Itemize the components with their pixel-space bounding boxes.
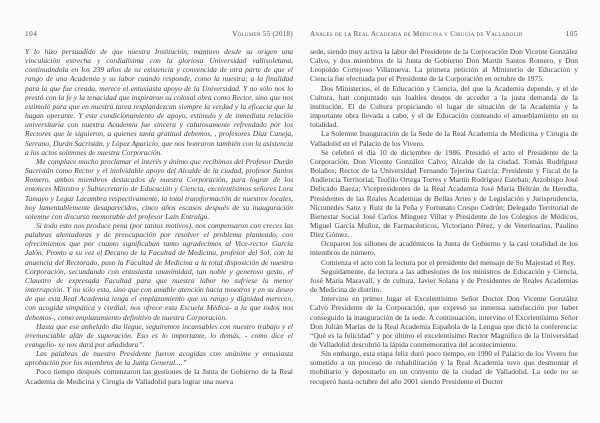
paragraph: Se celebró el día 10 de diciembre de 1986. Presidió el acto el Presidente de la Corporación, Don Vicente González Calvo; Alcalde de la ciudad, Tomás Rodríguez Bolaños; Rector de la Universidad Fernando Tejerina García; Presidente y Fiscal de la Audiencia Territorial, Teófilo Ortega Torres y Martín Rodríguez Esteban; Arzobispo José Delicado Baeza; Vicepresidentes de la Real Academia José María Beltrán de Heredia, Presidentes de las Reales Academias de Bellas Artes y de Legislación y Jurisprudencia, Nicomedes Sanz y Ruiz de la Peña y Fortunato Crespo Cedrún; Delegado Territorial de Bienestar Social José Carlos Mínguez Villar y Presidente de los Colegios de Médicos, Miguel García Muñoz, de Farmacéuticos, Victoriano Pérez, y de Veterinarios, Paulino Díez Gómez. [310, 147, 578, 240]
paragraph: Sin embargo, esta etapa feliz duró poco tiempo, en 1990 el Palacio de los Vivero fue sometido a un proceso de rehabilitación y la Real Academia tuvo que desmontar el mobiliario y depositarlo en un convento de la ciudad de Valladolid. La sede no se recuperó hasta octubre del año 2001 siendo Presidente el Doctor [310, 349, 578, 386]
paragraph: Dos Ministerios, el de Educación y Ciencia, del que la Academia depende, y el de Cultura, han conjuntado sus loables deseos de acceder a la justa demanda de la institución. El de Cultura propiciando el lugar de situación de la Academia y la importante obra llevada a cabo, y el de Educación costeando el amueblamiento en su totalidad. [310, 83, 578, 130]
paragraph: sede, siendo muy activa la labor del Presidente de la Corporación Don Vicente González Calvo, y dos miembros de la Junta de Gobierno Don Martín Santos Romero, y Don Leopoldo Cortejoso Villanueva. La primera petición al Ministerio de Educación y Ciencia fue efectuada por el Presidente de la Corporación en octubre de 1975. [310, 47, 578, 84]
paragraph: Hasta que ese anhelado día llegue, seguiremos incansables con nuestro trabajo y el irrenunciable afán de superación. Eso es lo importante, lo demás, - como dice el evangelio- se nos dará por añadidura”. [25, 321, 293, 349]
paragraph: Si todo esto nos produce pena (por tantos motivos), nos compensaron con creces las palabras alentadoras y de preocupación por resolver el problema planteado, con ofrecimientos que por cuanto significaban tanto agradecimos al Vice-rector García Jalón. Pronto a su vez el Decano de la Facultad de Medicina, profesor del Sol, con la anuencia del Rectorado, puso la Facultad de Medicina a la total disposición de nuestra Corporación, secundando con entusiasta unanimidad, tan noble y generoso gesto, el Claustro de expresada Facultad para que nuestra labor no sufriese la menor interrupción. Y no sólo esto, sino que con amable atención hacia nosotros y en su deseo de que esta Real Academia tenga el emplazamiento que su rango y dignidad merecen, con acogida simpática y cordial, nos ofrece esta Escuela Médica- a la que todos nos debemos-, como emplazamiento definitivo de nuestra Corporación. [25, 220, 293, 322]
page-right-header [310, 30, 578, 38]
paragraph: Me complace mucho proclamar el interés y ánimo que recibimos del Profesor Durán Sacristán como Rector y el inolvidable apoyo del Alcalde de la ciudad, profesor Santos Romero, ambos miembros destacados de nuestra Corporación, para lograr de los entonces Ministro y Subsecretario de Educación y Ciencia, excelentísimos señores Lora Tamayo y Legaz Lacambra respectivamente, la total transformación de nuestros locales, hoy lamentablemente desaparecidos, cinco años escasos después de su inauguración solemne con discurso memorable del profesor Laín Entralgo. [25, 156, 293, 221]
paragraph: La Solemne Inauguración de la Sede de la Real Academia de Medicina y Cirugía de Valladolid en el Palacio de los Vivero. [310, 129, 578, 148]
page-right-body [310, 47, 578, 386]
running-head-left: Volumen 55 (2018) [232, 30, 293, 38]
paragraph: Poco tiempo después comenzaron las gestiones de la Junta de Gobierno de la Real Academia de Medicina y Cirugía de Valladolid para lograr una nueva [25, 367, 293, 386]
page-number-left: 104 [25, 30, 38, 38]
paragraph: Intervino en primer lugar el Excelentísimo Señor Doctor Don Vicente González Calvo Presidente de la Corporación, que expresó su inmensa satisfacción por haber conseguido la inauguración de la sede. A continuación, intervino el Excelentísimo Señor Don Julián Marías de la Real Academia Española de la Lengua que dictó la conferencia: “Qué es la felicidad” y por último el excelentísimo Rector Magnífico de la Universidad de Valladolid descubrió la lápida conmemorativa del acontecimiento. [310, 294, 578, 349]
running-head-right: Anales de la Real Academia de Medicina y Cirugía de Valladolid [310, 30, 523, 38]
page-left [25, 30, 293, 386]
paragraph: Ocuparon los sillones de académicos la Junta de Gobierno y la casi totalidad de los miembros de número. [310, 239, 578, 258]
paragraph: Las palabras de nuestro Presidente fueron acogidas con unánime y entusiasta aprobación por los miembros de la Junta General....” [25, 349, 293, 368]
paragraph: Y lo hizo persuadido de que nuestra Institución, mantuvo desde su origen una vinculación estrecha y cordialísima con la gloriosa Universidad vallisoletana, continuándola en los 239 años de su existencia y convencida de otra parte de que el rango de una Academia y su labor cuando responde, como la nuestra; a la finalidad para la que fue creada, merece el entusiasta apoyo de la Universidad. Y no sólo nos lo prestó con la fe y la tenacidad que inspiraron su colosal obra como Rector, sino que nos estimuló para que en nuestra tarea resplandezcan siempre la verdad y la eficacia que la hagan operante. Y este condicionamiento de apoyo, estímulo y de inmediata relación universitaria con nuestra Academia fue sincera y calurosamente refrendado por los Rectores que le siguieron, a quienes tanta gratitud debemos, , profesores Díaz Caneja, Serrano, Durán Sacristán, y López Aparicio, que nos honraron también con la asistencia a los actos solemnes de nuestra Corporación. [25, 47, 293, 157]
page-left-body [25, 47, 293, 386]
page-right [310, 30, 578, 386]
page-number-right: 105 [565, 30, 578, 38]
paragraph: Seguidamente, da lectura a las adhesiones de los ministros de Educación y Ciencia, José María Maravall, y de cultura, Javier Solana y de Presidentes de Reales Academias de Medicina de distrito. [310, 266, 578, 295]
paragraph: Comienza el acto con la lectura por el presidente del mensaje de Su Majestad el Rey. [321, 257, 576, 267]
page-left-header [25, 30, 293, 38]
